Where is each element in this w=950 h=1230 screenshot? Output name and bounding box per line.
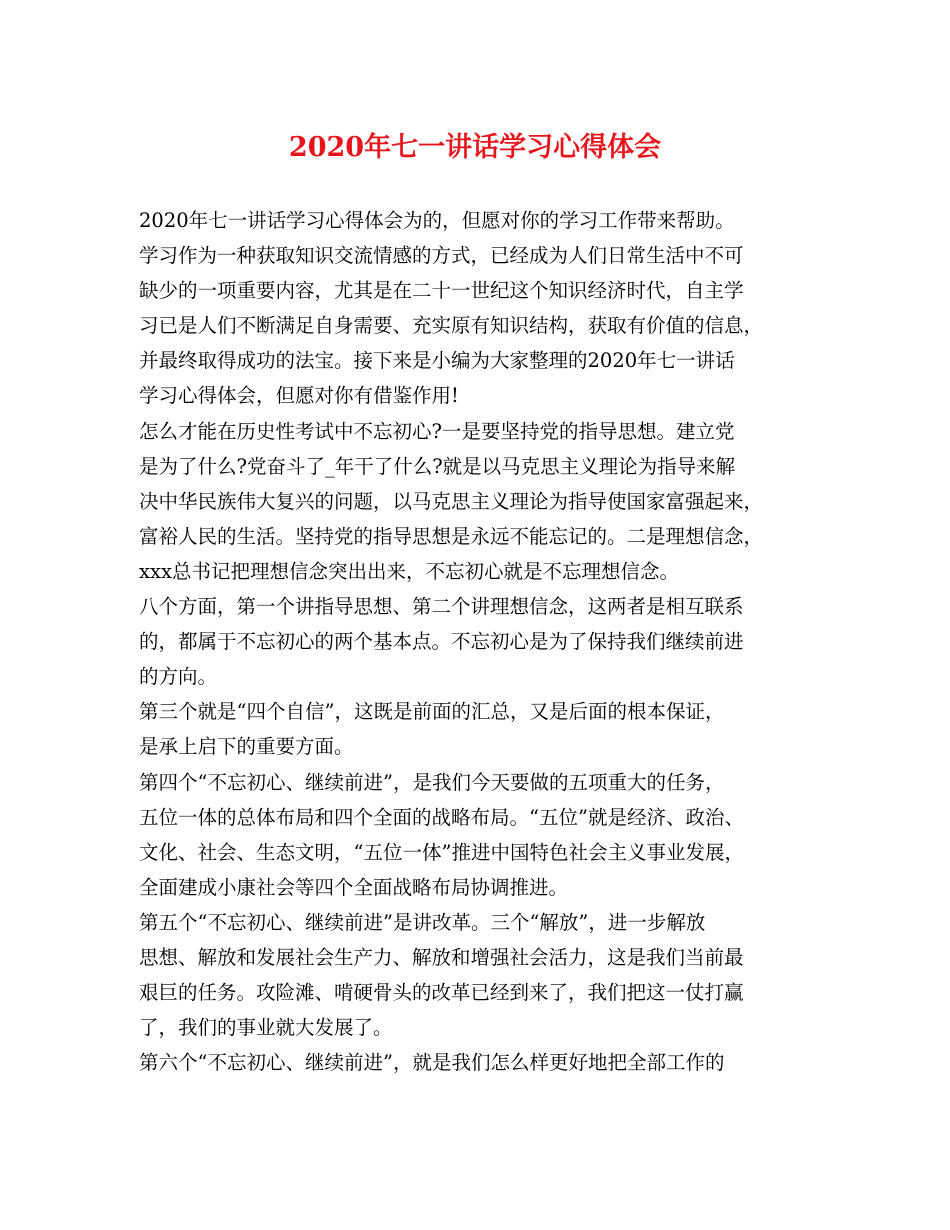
body-line: 思想、解放和发展社会生产力、解放和增强社会活力，这是我们当前最 <box>139 945 744 969</box>
body-line: xxx总书记把理想信念突出出来，不忘初心就是不忘理想信念。 <box>139 559 679 583</box>
body-line: 第五个“不忘初心、继续前进”是讲改革。三个“解放”，进一步解放 <box>139 910 706 934</box>
body-line: 的，都属于不忘初心的两个基本点。不忘初心是为了保持我们继续前进 <box>139 630 744 654</box>
body-line: 怎么才能在历史性考试中不忘初心?一是要坚持党的指导思想。建立党 <box>139 419 735 443</box>
body-line: 富裕人民的生活。坚持党的指导思想是永远不能忘记的。二是理想信念， <box>139 524 764 548</box>
body-line: 文化、社会、生态文明，“五位一体”推进中国特色社会主义事业发展， <box>139 840 744 864</box>
body-line: 八个方面，第一个讲指导思想、第二个讲理想信念，这两者是相互联系 <box>139 595 744 619</box>
body-line: 第三个就是“四个自信”，这既是前面的汇总，又是后面的根本保证， <box>139 700 725 724</box>
body-line: 是承上启下的重要方面。 <box>139 735 354 759</box>
body-line: 第四个“不忘初心、继续前进”，是我们今天要做的五项重大的任务， <box>139 770 725 794</box>
body-line: 习已是人们不断满足自身需要、充实原有知识结构，获取有价值的信息， <box>139 314 764 338</box>
body-line: 决中华民族伟大复兴的问题，以马克思主义理论为指导使国家富强起来， <box>139 489 764 513</box>
body-line: 了，我们的事业就大发展了。 <box>139 1016 393 1040</box>
body-line: 缺少的一项重要内容，尤其是在二十一世纪这个知识经济时代，自主学 <box>139 279 744 303</box>
body-line: 并最终取得成功的法宝。接下来是小编为大家整理的2020年七一讲话 <box>139 349 735 373</box>
body-line: 第六个“不忘初心、继续前进”，就是我们怎么样更好地把全部工作的 <box>139 1051 725 1075</box>
body-line: 全面建成小康社会等四个全面战略布局协调推进。 <box>139 875 569 899</box>
body-line: 艰巨的任务。攻险滩、啃硬骨头的改革已经到来了，我们把这一仗打赢 <box>139 981 744 1005</box>
body-line: 是为了什么?党奋斗了_年干了什么?就是以马克思主义理论为指导来解 <box>139 454 736 478</box>
document-body <box>139 203 819 1080</box>
body-line: 2020年七一讲话学习心得体会为的，但愿对你的学习工作带来帮助。 <box>139 209 735 232</box>
body-line: 学习作为一种获取知识交流情感的方式，已经成为人们日常生活中不可 <box>139 244 744 268</box>
body-line: 学习心得体会，但愿对你有借鉴作用! <box>139 384 459 408</box>
document-title: 2020年七一讲话学习心得体会 <box>288 132 662 163</box>
body-line: 的方向。 <box>139 665 218 689</box>
body-line: 五位一体的总体布局和四个全面的战略布局。“五位”就是经济、政治、 <box>139 805 744 829</box>
